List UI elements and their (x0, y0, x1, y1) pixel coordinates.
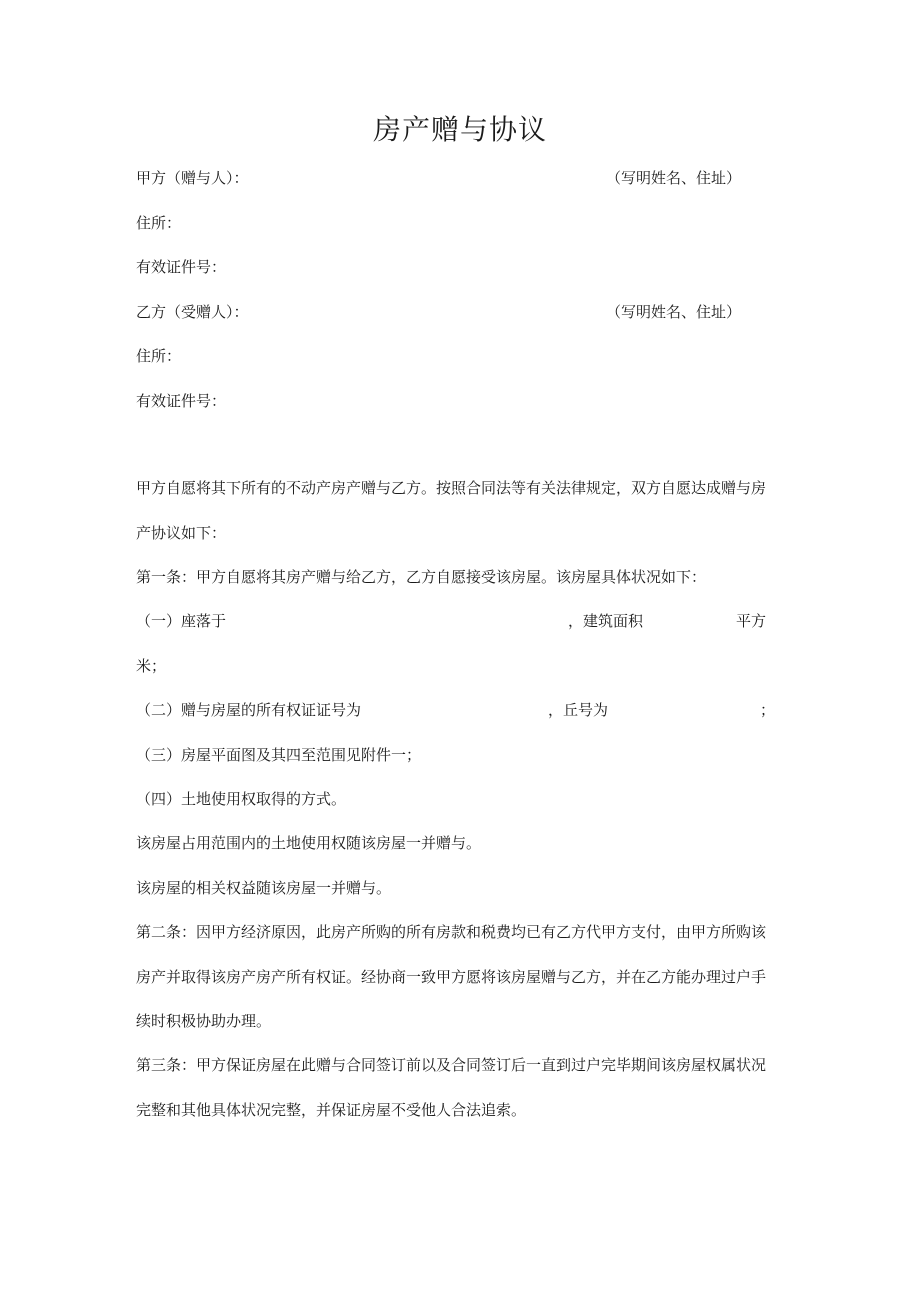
article-1-item-1-area: ，建筑面积 (568, 612, 644, 630)
party-a-hint: （写明姓名、住址） (606, 169, 742, 187)
article-2-line-1: 第二条：因甲方经济原因，此房产所购的所有房款和税费均已有乙方代甲方支付，由甲方所购该 (136, 923, 767, 941)
article-1-note-2: 该房屋的相关权益随该房屋一并赠与。 (136, 879, 392, 897)
party-b-hint: （写明姓名、住址） (606, 303, 742, 321)
intro-line-2: 产协议如下： (136, 524, 227, 542)
article-1-item-2-cert: （二）赠与房屋的所有权证证号为 (136, 701, 362, 719)
article-1-item-4: （四）土地使用权取得的方式。 (136, 790, 347, 808)
article-1-item-1-unit: 平方 (736, 612, 767, 630)
article-2-line-2: 房产并取得该房产房产所有权证。经协商一致甲方愿将该房屋赠与乙方，并在乙方能办理过户手 (136, 968, 767, 986)
party-a-address-label: 住所： (136, 214, 182, 232)
article-1-item-1-unit-cont: 米； (136, 657, 167, 675)
article-1-item-1-location: （一）座落于 (136, 612, 227, 630)
article-1-note-1: 该房屋占用范围内的土地使用权随该房屋一并赠与。 (136, 834, 482, 852)
article-2-line-3: 续时积极协助办理。 (136, 1012, 272, 1030)
article-3-line-2: 完整和其他具体状况完整，并保证房屋不受他人合法追索。 (136, 1101, 527, 1119)
page-title: 房产赠与协议 (372, 113, 547, 146)
party-a-label: 甲方（赠与人）： (136, 169, 249, 187)
article-3-line-1: 第三条：甲方保证房屋在此赠与合同签订前以及合同签订后一直到过户完毕期间该房屋权属状况 (136, 1056, 767, 1074)
article-1-item-2-parcel: ，丘号为 (548, 701, 609, 719)
party-a-id-label: 有效证件号： (136, 258, 227, 276)
article-1-item-2-end: ； (760, 701, 776, 719)
article-1-heading: 第一条：甲方自愿将其房产赠与给乙方，乙方自愿接受该房屋。该房屋具体状况如下： (136, 568, 707, 586)
party-b-id-label: 有效证件号： (136, 392, 227, 410)
intro-line-1: 甲方自愿将其下所有的不动产房产赠与乙方。按照合同法等有关法律规定，双方自愿达成赠与房 (136, 479, 767, 497)
article-1-item-3: （三）房屋平面图及其四至范围见附件一； (136, 746, 422, 764)
party-b-label: 乙方（受赠人）： (136, 303, 249, 321)
party-b-address-label: 住所： (136, 347, 182, 365)
